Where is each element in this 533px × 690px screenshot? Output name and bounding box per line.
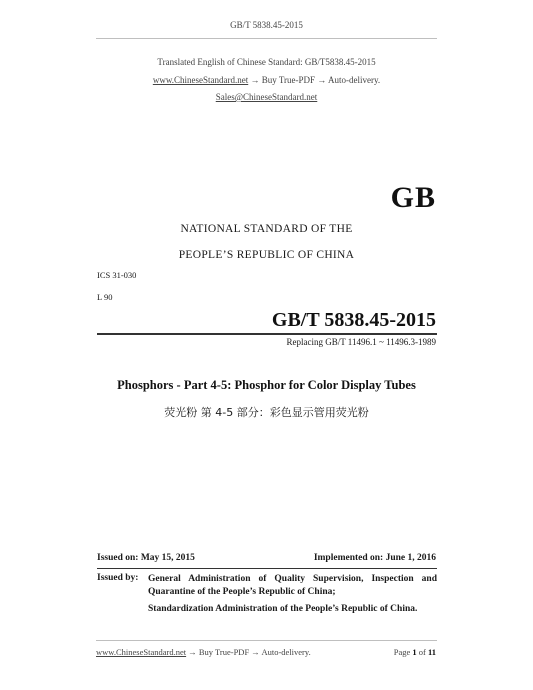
footer-divider [96,640,437,641]
replacing-note: Replacing GB/T 11496.1 ~ 11496.3-1989 [286,337,436,347]
implemented-on-date: Implemented on: June 1, 2016 [313,553,436,563]
buy-text: → Buy True-PDF → Auto-delivery. [250,75,381,85]
running-header-title: GB/T 5838.45-2015 [230,20,303,30]
issued-by-label: Issued by: [97,573,139,583]
issued-by-org-sac: Standardization Administration of the People’s Republic of China. [148,604,418,614]
footer-buy-line [96,647,311,657]
translation-notice: Translated English of Chinese Standard: GB/T5838.45-2015 [157,57,376,67]
document-title-english: Phosphors - Part 4-5: Phosphor for Color Display Tubes [117,378,416,392]
standard-number-divider [97,333,437,335]
issued-on-date: Issued on: May 15, 2015 [97,553,195,563]
page-indicator [394,647,436,657]
translation-email-line [0,92,533,102]
sales-email-link[interactable]: Sales@ChineseStandard.net [215,92,318,102]
document-title-chinese: 荧光粉 第 4-5 部分：彩色显示管用荧光粉 [164,406,369,419]
header-divider [96,38,437,39]
national-standard-line2: PEOPLE’S REPUBLIC OF CHINA [178,249,355,261]
footer-buy-text: → Buy True-PDF → Auto-delivery. [188,647,311,657]
l-code: L 90 [97,292,113,302]
translation-buy-line [0,75,533,85]
page-total: 11 [427,647,436,657]
national-standard-line1: NATIONAL STANDARD OF THE [180,223,353,235]
footer-chinesestandard-link[interactable]: www.ChineseStandard.net [96,647,187,657]
gb-logo: GB [390,181,436,214]
issue-divider [97,568,437,569]
issued-by-org-aqsiq: General Administration of Quality Supervision, Inspection and Quarantine of the People’s Republic of China; [148,574,437,597]
chinesestandard-link[interactable]: www.ChineseStandard.net [152,75,249,85]
page-label: Page [393,647,411,657]
page-current: 1 [412,647,417,657]
ics-code: ICS 31-030 [97,270,137,280]
standard-number: GB/T 5838.45-2015 [271,309,436,331]
page-of-label: of [418,647,426,657]
